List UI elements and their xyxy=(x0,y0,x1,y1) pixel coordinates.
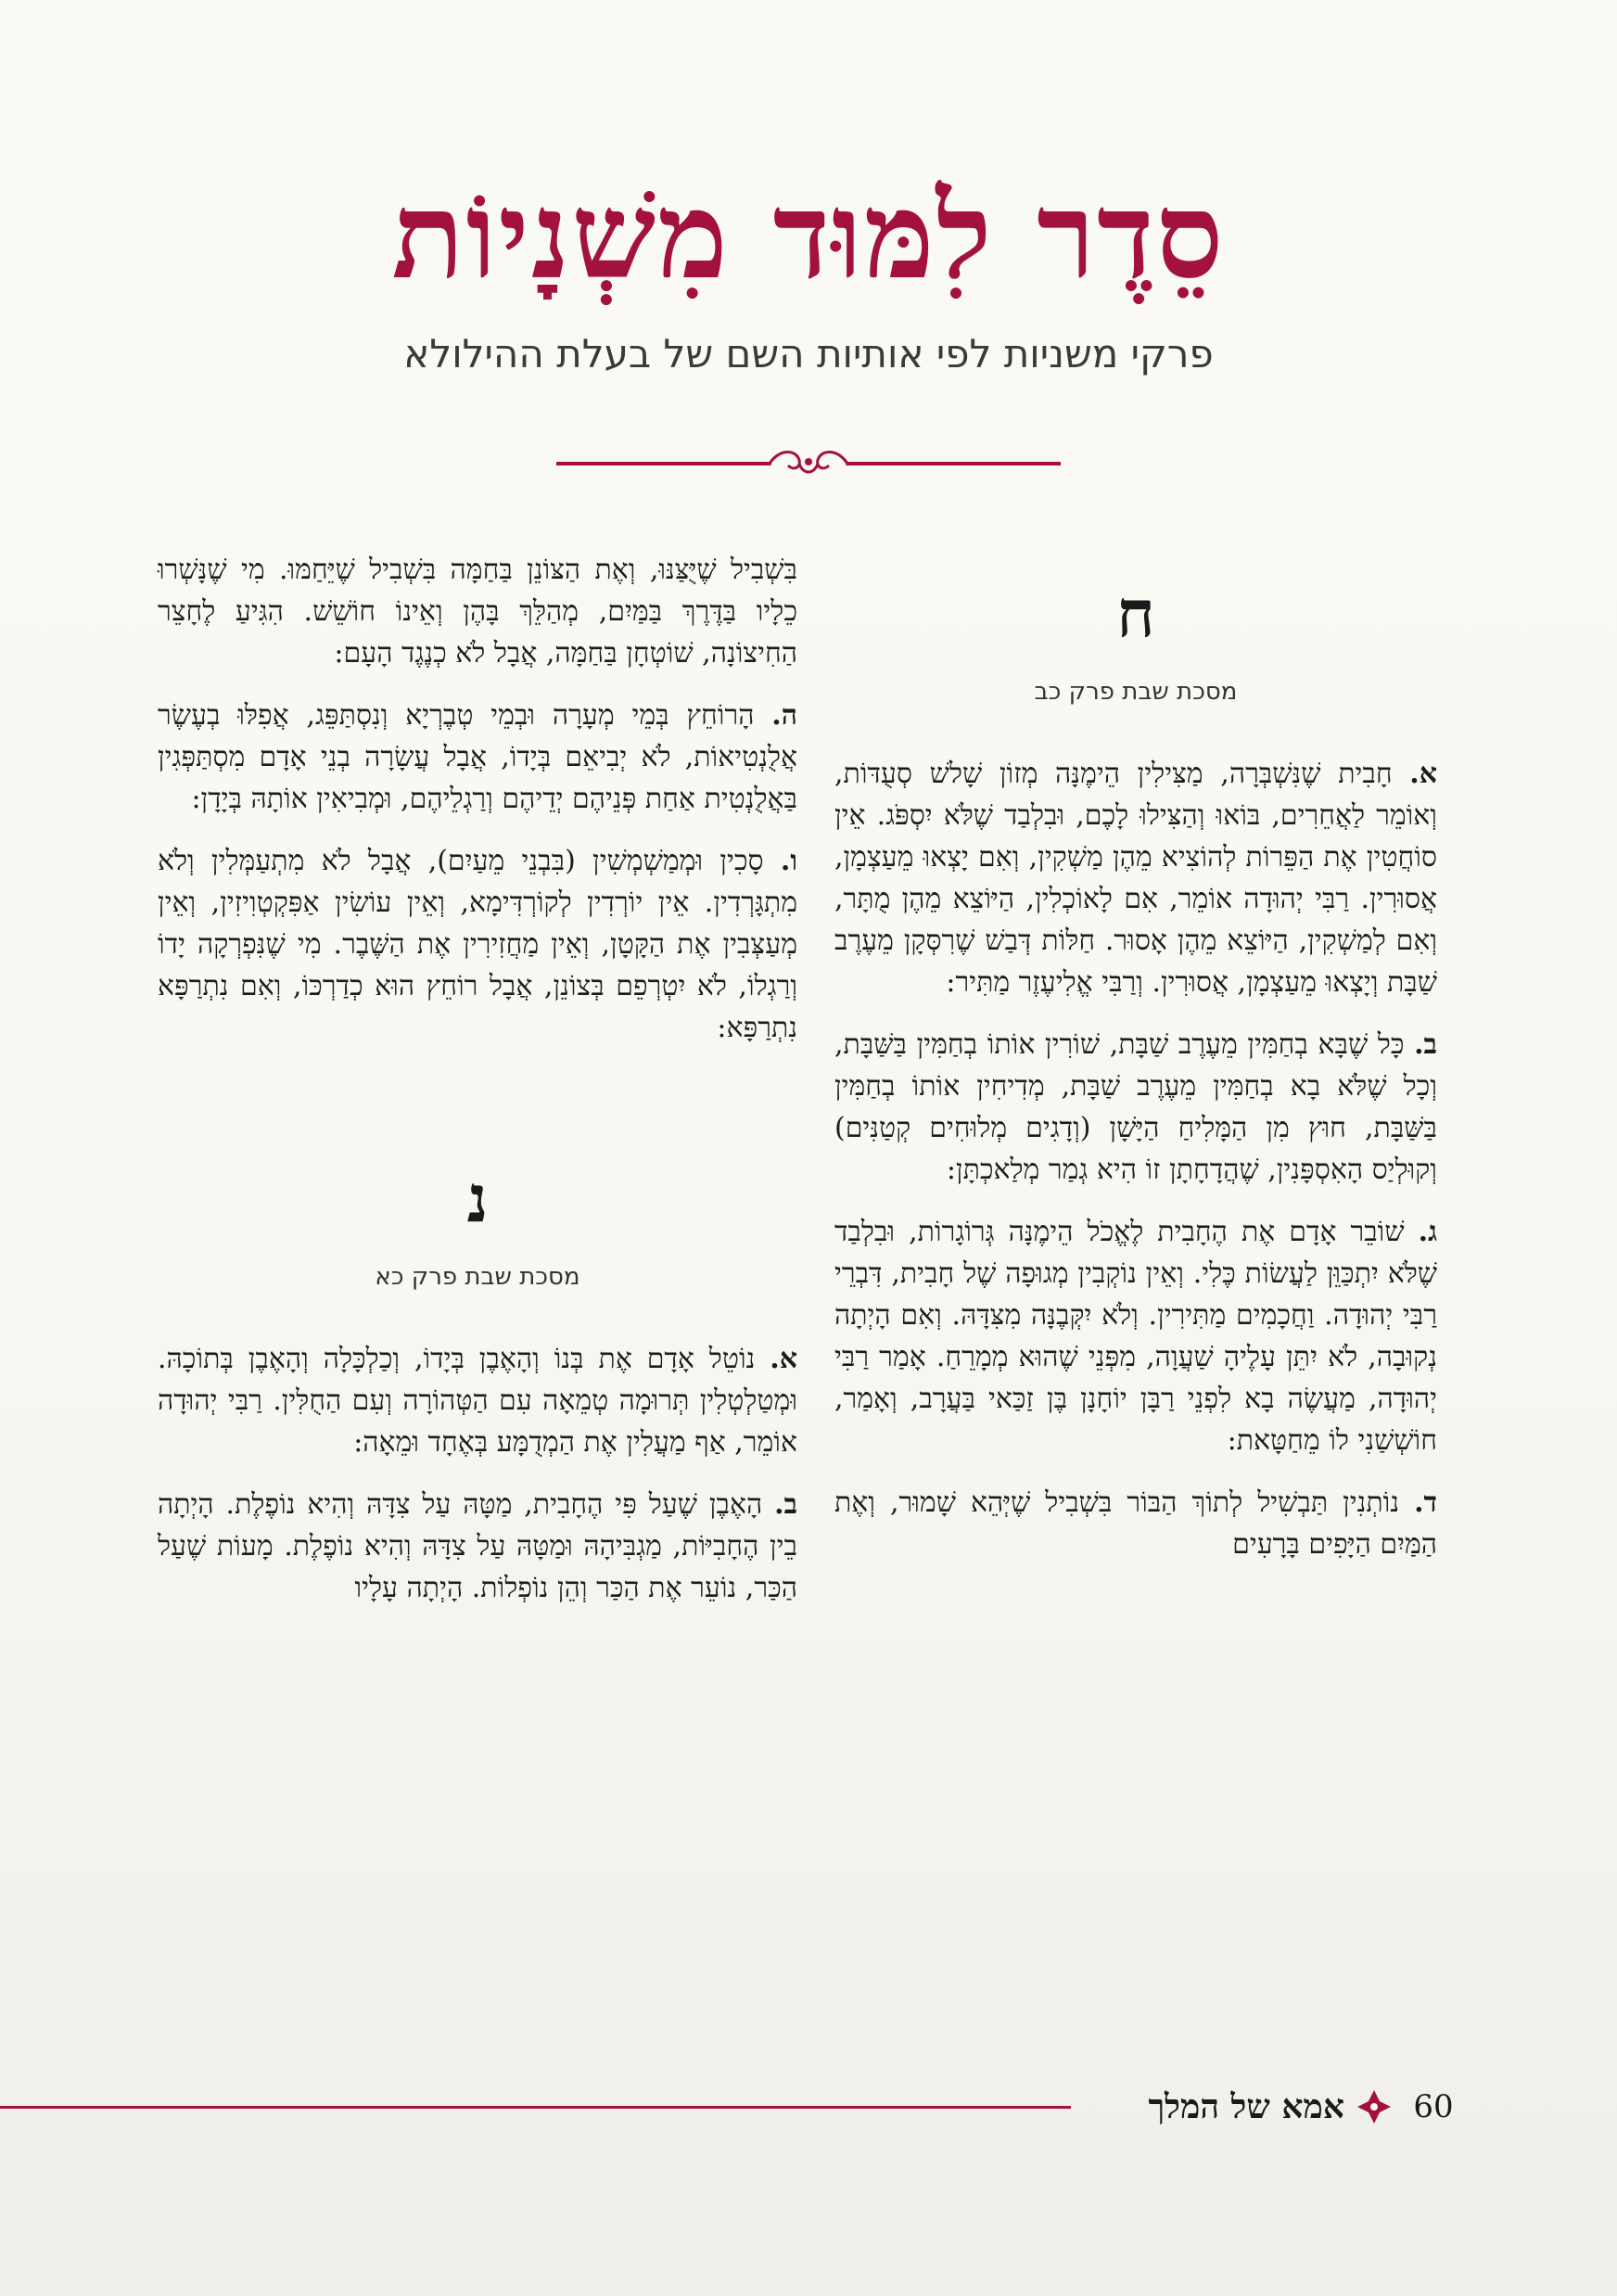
page-subtitle: פרקי משניות לפי אותיות השם של בעלת ההילולא xyxy=(403,331,1214,376)
paragraph-text: שׁוֹבֵר אָדָם אֶת הֶחָבִית לֶאֱכֹל הֵימֶנָּה גְּרוֹגָרוֹת, וּבִלְבַד שֶׁלֹּא יִתְכַּוֵּן לַעֲשׂוֹת כֶּלִי. וְאֵין נוֹקְבִין מְגוּפָה שֶׁל חָבִית, דִּבְרֵי רַבִּי יְהוּדָה. וַחֲכָמִים מַתִּירִין. וְלֹא יִקְּבֶנָּה מִצִּדָּהּ. וְאִם הָיְתָה נְקוּבָה, לֹא יִתֵּן עָלֶיהָ שַׁעֲוָה, מִפְּנֵי שֶׁהוּא מְמָרֵחַ. אָמַר רַבִּי יְהוּדָה, מַעֲשֶׂה בָא לִפְנֵי רַבָּן יוֹחָנָן בֶּן זַכַּאי בַּעֲרָב, וְאָמַר, חוֹשְׁשַׁנִי לוֹ מֵחַטָּאת: xyxy=(834,1216,1437,1457)
paragraph-number: ד. xyxy=(1414,1486,1437,1519)
page-number: 60 xyxy=(1413,2088,1454,2125)
tractate-heading: מסכת שבת פרק כא xyxy=(375,1263,580,1291)
mishnah-paragraph xyxy=(834,1211,1437,1461)
paragraph-number: ו. xyxy=(780,845,797,877)
paragraph-number: א. xyxy=(770,1343,797,1375)
paragraph-text: נוֹתְנִין תַּבְשִׁיל לְתוֹךְ הַבּוֹר בִּשְׁבִיל שֶׁיְּהֵא שָׁמוּר, וְאֶת הַמַּיִם הַיָּפִים בָּרָעִים xyxy=(834,1486,1437,1561)
paragraph-text: חָבִית שֶׁנִּשְׁבְּרָה, מַצִּילִין הֵימֶנָּה מְזוֹן שָׁלשׁ סְעֻדּוֹת, וְאוֹמֵר לַאֲחֵרִים, בּוֹאוּ וְהַצִּילוּ לָכֶם, וּבִלְבַד שֶׁלֹּא יִסְפֹּג. אֵין סוֹחֲטִין אֶת הַפֵּרוֹת לְהוֹצִיא מֵהֶן מַשְׁקִין, וְאִם יָצְאוּ מֵעַצְמָן, אֲסוּרִין. רַבִּי יְהוּדָה אוֹמֵר, אִם לָאוֹכְלִין, הַיּוֹצֵא מֵהֶן מֻתָּר, וְאִם לְמַשְׁקִין, הַיּוֹצֵא מֵהֶן אָסוּר. חַלּוֹת דְּבַשׁ שֶׁרִסְּקָן מֵעֶרֶב שַׁבָּת וְיָצְאוּ מֵעַצְמָן, אֲסוּרִין. וְרַבִּי אֱלִיעֶזֶר מַתִּיר: xyxy=(834,758,1437,999)
paragraph-number: ג. xyxy=(1418,1216,1438,1248)
page-title: סֵדֶר לִמּוּד מִשְׁנָיוֹת xyxy=(391,167,1226,306)
mishnah-paragraph xyxy=(158,549,797,674)
paragraph-text: הָרוֹחֵץ בְּמֵי מְעָרָה וּבְמֵי טְבֶרְיָא וְנִסְתַּפֵּג, אֲפִלּוּ בְעֶשֶׂר אֲלֻנְטִיאוֹת, לֹא יְבִיאֵם בְּיָדוֹ, אֲבָל עֲשָׂרָה בְנֵי אָדָם מִסְתַּפְּגִין בַּאֲלֻנְטִית אַחַת פְּנֵיהֶם יְדֵיהֶם וְרַגְלֵיהֶם, וּמְבִיאִין אוֹתָהּ בְּיָדָן: xyxy=(158,699,797,815)
footer-rule xyxy=(0,2106,1071,2109)
left-column xyxy=(158,549,797,1629)
right-column xyxy=(834,566,1437,1586)
section-letter: נ xyxy=(466,1160,489,1237)
paragraph-number: ה. xyxy=(771,699,797,732)
paragraph-text: בִּשְׁבִיל שֶׁיֻּצַּנּוּ, וְאֶת הַצּוֹנֵן בַּחַמָּה בִּשְׁבִיל שֶׁיֵּחַמּוּ. מִי שֶׁנָּשְׁרוּ כֵלָיו בַּדֶּרֶךְ בַּמַּיִם, מְהַלֵּךְ בָּהֶן וְאֵינוֹ חוֹשֵׁשׁ. הִגִּיעַ לֶחָצֵר הַחִיצוֹנָה, שׁוֹטְחָן בַּחַמָּה, אֲבָל לֹא כְנֶגֶד הָעָם: xyxy=(158,554,797,670)
footer-book-title: אמא של המלך xyxy=(1148,2087,1344,2126)
section-spacer xyxy=(158,1069,797,1151)
section-letter: ח xyxy=(1116,575,1155,652)
paragraph-number: ב. xyxy=(1414,1028,1437,1061)
mishnah-paragraph xyxy=(158,1338,797,1463)
diamond-flourish-icon xyxy=(1356,2088,1393,2125)
mishnah-paragraph xyxy=(834,1024,1437,1191)
mishnah-paragraph xyxy=(158,840,797,1049)
tractate-heading: מסכת שבת פרק כב xyxy=(1034,678,1238,706)
paragraph-number: א. xyxy=(1409,758,1437,790)
mishnah-paragraph xyxy=(834,753,1437,1003)
mishnah-paragraph xyxy=(158,1484,797,1609)
paragraph-number: ב. xyxy=(774,1488,797,1521)
paragraph-text: הָאֶבֶן שֶׁעַל פִּי הֶחָבִית, מַטָּהּ עַל צִדָּהּ וְהִיא נוֹפֶלֶת. הָיְתָה בֵין הֶחָבִיּוֹת, מַגְבִּיהָהּ וּמַטָּהּ עַל צִדָּהּ וְהִיא נוֹפֶלֶת. מָעוֹת שֶׁעַל הַכַּר, נוֹעֵר אֶת הַכַּר וְהֵן נוֹפְלוֹת. הָיְתָה עָלָיו xyxy=(158,1488,797,1604)
flourish-divider-icon xyxy=(556,445,1061,482)
mishnah-paragraph xyxy=(834,1482,1437,1565)
paragraph-text: נוֹטֵל אָדָם אֶת בְּנוֹ וְהָאֶבֶן בְּיָדוֹ, וְכַלְכָּלָה וְהָאֶבֶן בְּתוֹכָהּ. וּמְטַלְטְלִין תְּרוּמָה טְמֵאָה עִם הַטְּהוֹרָה וְעִם הַחֻלִּין. רַבִּי יְהוּדָה אוֹמֵר, אַף מַעֲלִין אֶת הַמְדֻמָּע בְּאֶחָד וּמֵאָה: xyxy=(158,1343,797,1459)
mishnah-paragraph xyxy=(158,695,797,820)
paragraph-text: כָּל שֶׁבָּא בְחַמִּין מֵעֶרֶב שַׁבָּת, שׁוֹרִין אוֹתוֹ בְחַמִּין בַּשַּׁבָּת, וְכָל שֶׁלֹּא בָא בְחַמִּין מֵעֶרֶב שַׁבָּת, מְדִיחִין אוֹתוֹ בְחַמִּין בַּשַּׁבָּת, חוּץ מִן הַמָּלִיחַ הַיָּשָׁן (וְדָגִים מְלוּחִים קְטַנִּים) וְקוּלְיַס הָאִסְפָּנִין, שֶׁהֲדָחָתָן זוֹ הִיא גְמַר מְלַאכְתָּן: xyxy=(834,1028,1437,1186)
paragraph-text: סָכִין וּמְמַשְׁמְשִׁין (בִּבְנֵי מֵעַיִם), אֲבָל לֹא מִתְעַמְּלִין וְלֹא מִתְגָּרְדִין. אֵין יוֹרְדִין לְקוֹרְדִּימָא, וְאֵין עוֹשִׂין אַפִּקְטְוִיזִין, וְאֵין מְעַצְּבִין אֶת הַקָּטָן, וְאֵין מַחֲזִירִין אֶת הַשֶּׁבֶר. מִי שֶׁנִּפְרְקָה יָדוֹ וְרַגְלוֹ, לֹא יִטְרְפֵם בְּצוֹנֵן, אֲבָל רוֹחֵץ הוּא כְדַרְכּוֹ, וְאִם נִתְרַפָּא נִתְרַפָּא: xyxy=(158,845,797,1044)
